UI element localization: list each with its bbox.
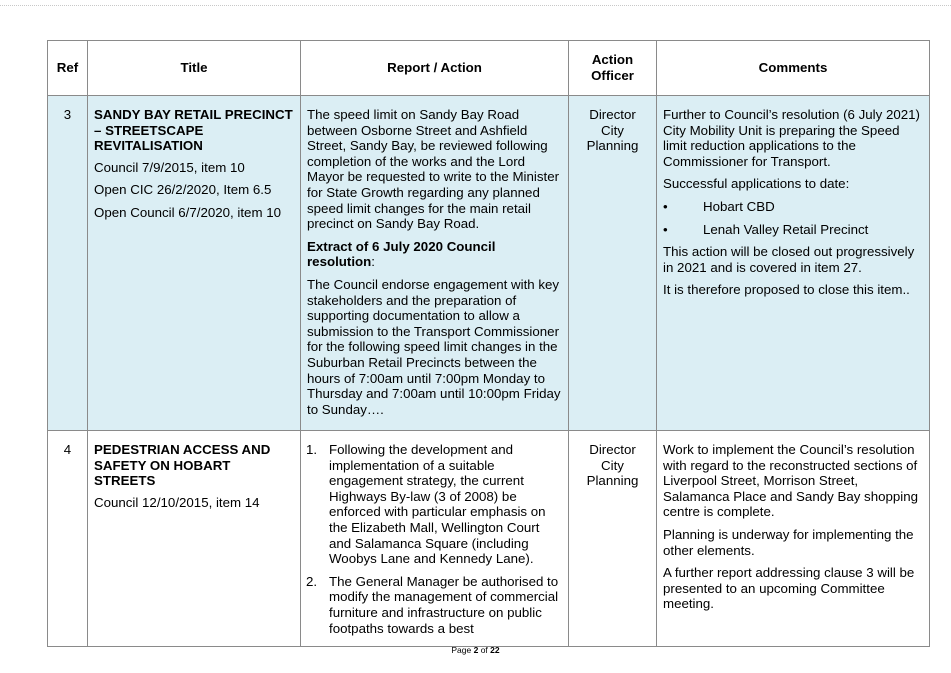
header-title: Title xyxy=(88,41,301,96)
meeting-ref: Open Council 6/7/2020, item 10 xyxy=(94,204,282,220)
comment-text: Work to implement the Council’s resolution with regard to the reconstructed sections of Liverpool Street, Morrison Street, Salamanca Place and Sandy Bay shopping centre is complete. xyxy=(663,442,919,520)
cell-comments xyxy=(657,96,930,431)
ref-number: 3 xyxy=(63,107,72,122)
report-text: The speed limit on Sandy Bay Road between Osborne Street and Ashfield Street, Sandy Bay, be reviewed following completion of the works and the Lord Mayor be requested to write to the Minister for State Growth regarding any planned speed limit changes for the main retail precinct on Sandy Bay Road. xyxy=(307,107,560,232)
comment-text: Further to Council’s resolution (6 July 2021) City Mobility Unit is preparing the Speed limit reduction applications to the Commissioner for Transport. xyxy=(663,107,920,169)
table-header-row xyxy=(48,41,930,96)
comment-text: Successful applications to date: xyxy=(663,176,850,192)
list-item: 1. Following the development and implementation of a suitable engagement strategy, the current Highways By-law (3 of 2008) be enforced with particular emphasis on the Elizabeth Mall, Wellington Court and Salamanca Square (including Woobys Lane and Kennedy Lane). xyxy=(306,442,546,567)
table-row xyxy=(48,431,930,647)
cell-title xyxy=(88,96,301,431)
comment-text: A further report addressing clause 3 will be presented to an upcoming Committee meeting. xyxy=(663,565,915,612)
header-comments: Comments xyxy=(657,41,930,96)
bullet-icon: • xyxy=(663,221,668,237)
list-item: • Lenah Valley Retail Precinct xyxy=(663,221,869,237)
comment-text: This action will be closed out progressively in 2021 and is covered in item 27. xyxy=(663,244,915,275)
meeting-ref: Council 12/10/2015, item 14 xyxy=(94,494,260,510)
header-report-action: Report / Action xyxy=(301,41,569,96)
list-item: • Hobart CBD xyxy=(663,198,775,214)
item-title: PEDESTRIAN ACCESS AND SAFETY ON HOBART STREETS xyxy=(94,442,271,489)
page-total: 22 xyxy=(490,645,500,655)
ref-number: 4 xyxy=(63,442,72,457)
action-status-table xyxy=(47,40,930,647)
cell-ref xyxy=(48,96,88,431)
cell-ref xyxy=(48,431,88,647)
comment-text: It is therefore proposed to close this item.. xyxy=(663,282,910,298)
header-action-officer: Action Officer xyxy=(569,41,657,96)
item-title: SANDY BAY RETAIL PRECINCT – STREETSCAPE REVITALISATION xyxy=(94,107,293,154)
table-row xyxy=(48,96,930,431)
action-officer: Director City Planning xyxy=(586,442,639,489)
cell-action-officer xyxy=(569,96,657,431)
action-officer: Director City Planning xyxy=(586,107,639,154)
cell-title xyxy=(88,431,301,647)
cell-report-action xyxy=(301,96,569,431)
page-number: 2 xyxy=(473,645,479,655)
meeting-ref: Council 7/9/2015, item 10 xyxy=(94,159,245,175)
comment-text: Planning is underway for implementing the other elements. xyxy=(663,526,914,558)
cell-report-action xyxy=(301,431,569,647)
page-footer: Page 2 of 22 xyxy=(451,645,500,655)
page-top-rule xyxy=(0,5,951,6)
extract-body: The Council endorse engagement with key stakeholders and the preparation of supporting documentation to allow a submission to the Transport Commissioner for the following speed limit changes in the Suburban Retail Precincts between the hours of 7:00am until 7:00pm Monday to Thursday and 7:00am until 10:00pm Friday to Sunday…. xyxy=(307,276,561,417)
list-item: 2. The General Manager be authorised to modify the management of commercial furniture and infrastructure on public footpaths towards a best xyxy=(306,573,559,636)
header-ref: Ref xyxy=(48,41,88,96)
bullet-icon: • xyxy=(663,198,668,214)
cell-comments xyxy=(657,431,930,647)
cell-action-officer xyxy=(569,431,657,647)
extract-heading: Extract of 6 July 2020 Council resolution: xyxy=(307,238,496,270)
meeting-ref: Open CIC 26/2/2020, Item 6.5 xyxy=(94,182,272,198)
